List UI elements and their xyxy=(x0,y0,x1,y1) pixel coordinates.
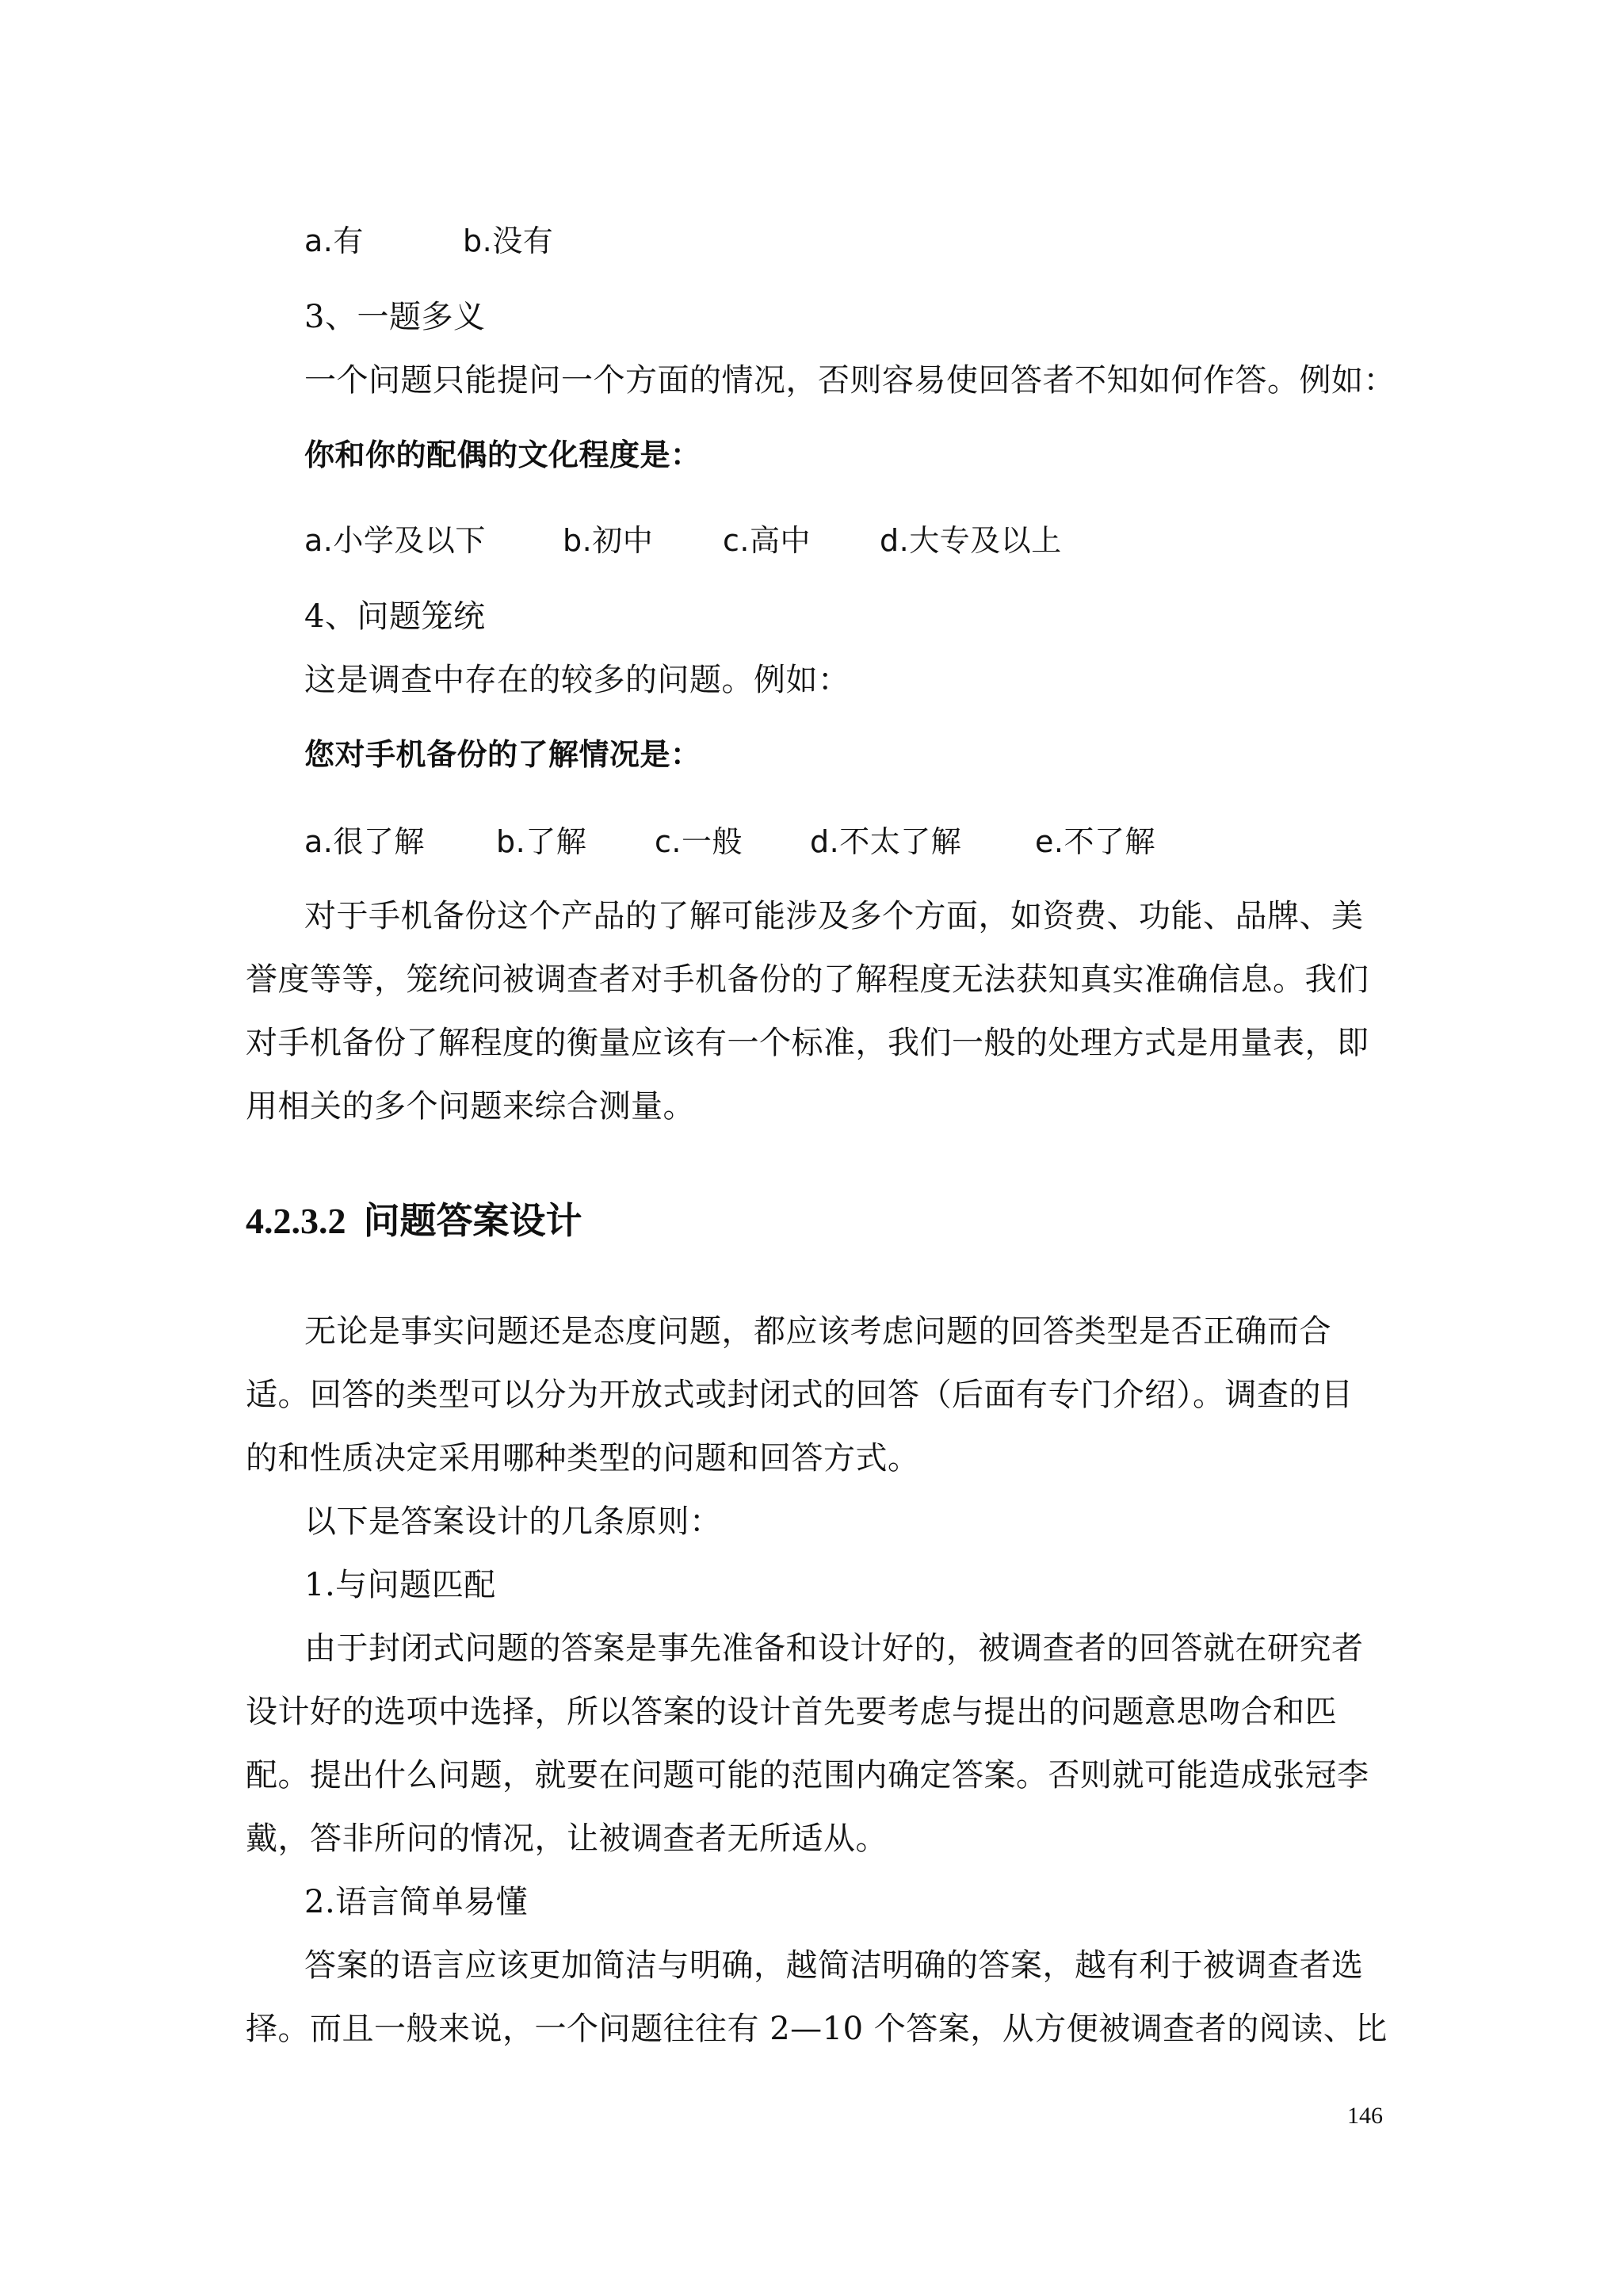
item4-example-question: 您对手机备份的了解情况是： xyxy=(304,737,701,772)
item3-options xyxy=(304,520,1062,561)
item4-explanation-line-4: 用相关的多个问题来综合测量。 xyxy=(246,1088,695,1125)
intro-line-3: 的和性质决定采用哪种类型的问题和回答方式。 xyxy=(246,1440,920,1477)
item4-explanation-line-2: 誉度等等，笼统问被调查者对手机备份的了解程度无法获知真实准确信息。我们 xyxy=(246,961,1369,998)
principle2-line-1: 答案的语言应该更加简洁与明确，越简洁明确的答案，越有利于被调查者选 xyxy=(304,1947,1364,1984)
yes-no-options xyxy=(304,220,553,262)
item3-option-c: c.高中 xyxy=(723,523,811,558)
principle2-line-2: 择。而且一般来说，一个问题往往有 2—10 个答案，从方便被调查者的阅读、比 xyxy=(246,2011,1388,2047)
item4-option-a: a.很了解 xyxy=(304,824,425,859)
item3-title: 3、一题多义 xyxy=(304,299,486,335)
item3-body: 一个问题只能提问一个方面的情况，否则容易使回答者不知如何作答。例如： xyxy=(304,362,1396,399)
principle2-title: 2.语言简单易懂 xyxy=(304,1884,529,1920)
item4-explanation-line-3: 对手机备份了解程度的衡量应该有一个标准，我们一般的处理方式是用量表，即 xyxy=(246,1025,1369,1061)
section-title: 问题答案设计 xyxy=(363,1199,582,1242)
item4-option-d: d.不太了解 xyxy=(810,824,962,859)
section-heading xyxy=(246,1197,582,1245)
item3-option-b: b.初中 xyxy=(563,523,654,558)
option-b: b.没有 xyxy=(463,223,554,258)
item4-body: 这是调查中存在的较多的问题。例如： xyxy=(304,662,850,698)
item4-option-e: e.不了解 xyxy=(1035,824,1155,859)
item4-title: 4、问题笼统 xyxy=(304,598,486,635)
section-number: 4.2.3.2 xyxy=(246,1201,346,1241)
principle1-title: 1.与问题匹配 xyxy=(304,1567,496,1603)
page-number: 146 xyxy=(1347,2103,1383,2129)
principle1-line-3: 配。提出什么问题，就要在问题可能的范围内确定答案。否则就可能造成张冠李 xyxy=(246,1757,1369,1794)
item3-example-question: 你和你的配偶的文化程度是： xyxy=(304,437,701,472)
item4-option-c: c.一般 xyxy=(655,824,743,859)
principle1-line-2: 设计好的选项中选择，所以答案的设计首先要考虑与提出的问题意思吻合和匹 xyxy=(246,1694,1337,1730)
intro-line-2: 适。回答的类型可以分为开放式或封闭式的回答（后面有专门介绍）。调查的目 xyxy=(246,1377,1354,1413)
item4-explanation-line-1: 对于手机备份这个产品的了解可能涉及多个方面，如资费、功能、品牌、美 xyxy=(304,898,1364,934)
principle1-line-1: 由于封闭式问题的答案是事先准备和设计好的，被调查者的回答就在研究者 xyxy=(304,1630,1364,1667)
item3-option-d: d.大专及以上 xyxy=(880,523,1062,558)
option-a: a.有 xyxy=(304,223,364,258)
item4-option-b: b.了解 xyxy=(496,824,587,859)
intro-line-1: 无论是事实问题还是态度问题，都应该考虑问题的回答类型是否正确而合 xyxy=(304,1313,1331,1350)
principle1-line-4: 戴，答非所问的情况，让被调查者无所适从。 xyxy=(246,1820,888,1857)
item3-option-a: a.小学及以下 xyxy=(304,523,486,558)
item4-options xyxy=(304,821,1155,862)
principles-intro: 以下是答案设计的几条原则： xyxy=(304,1503,722,1540)
